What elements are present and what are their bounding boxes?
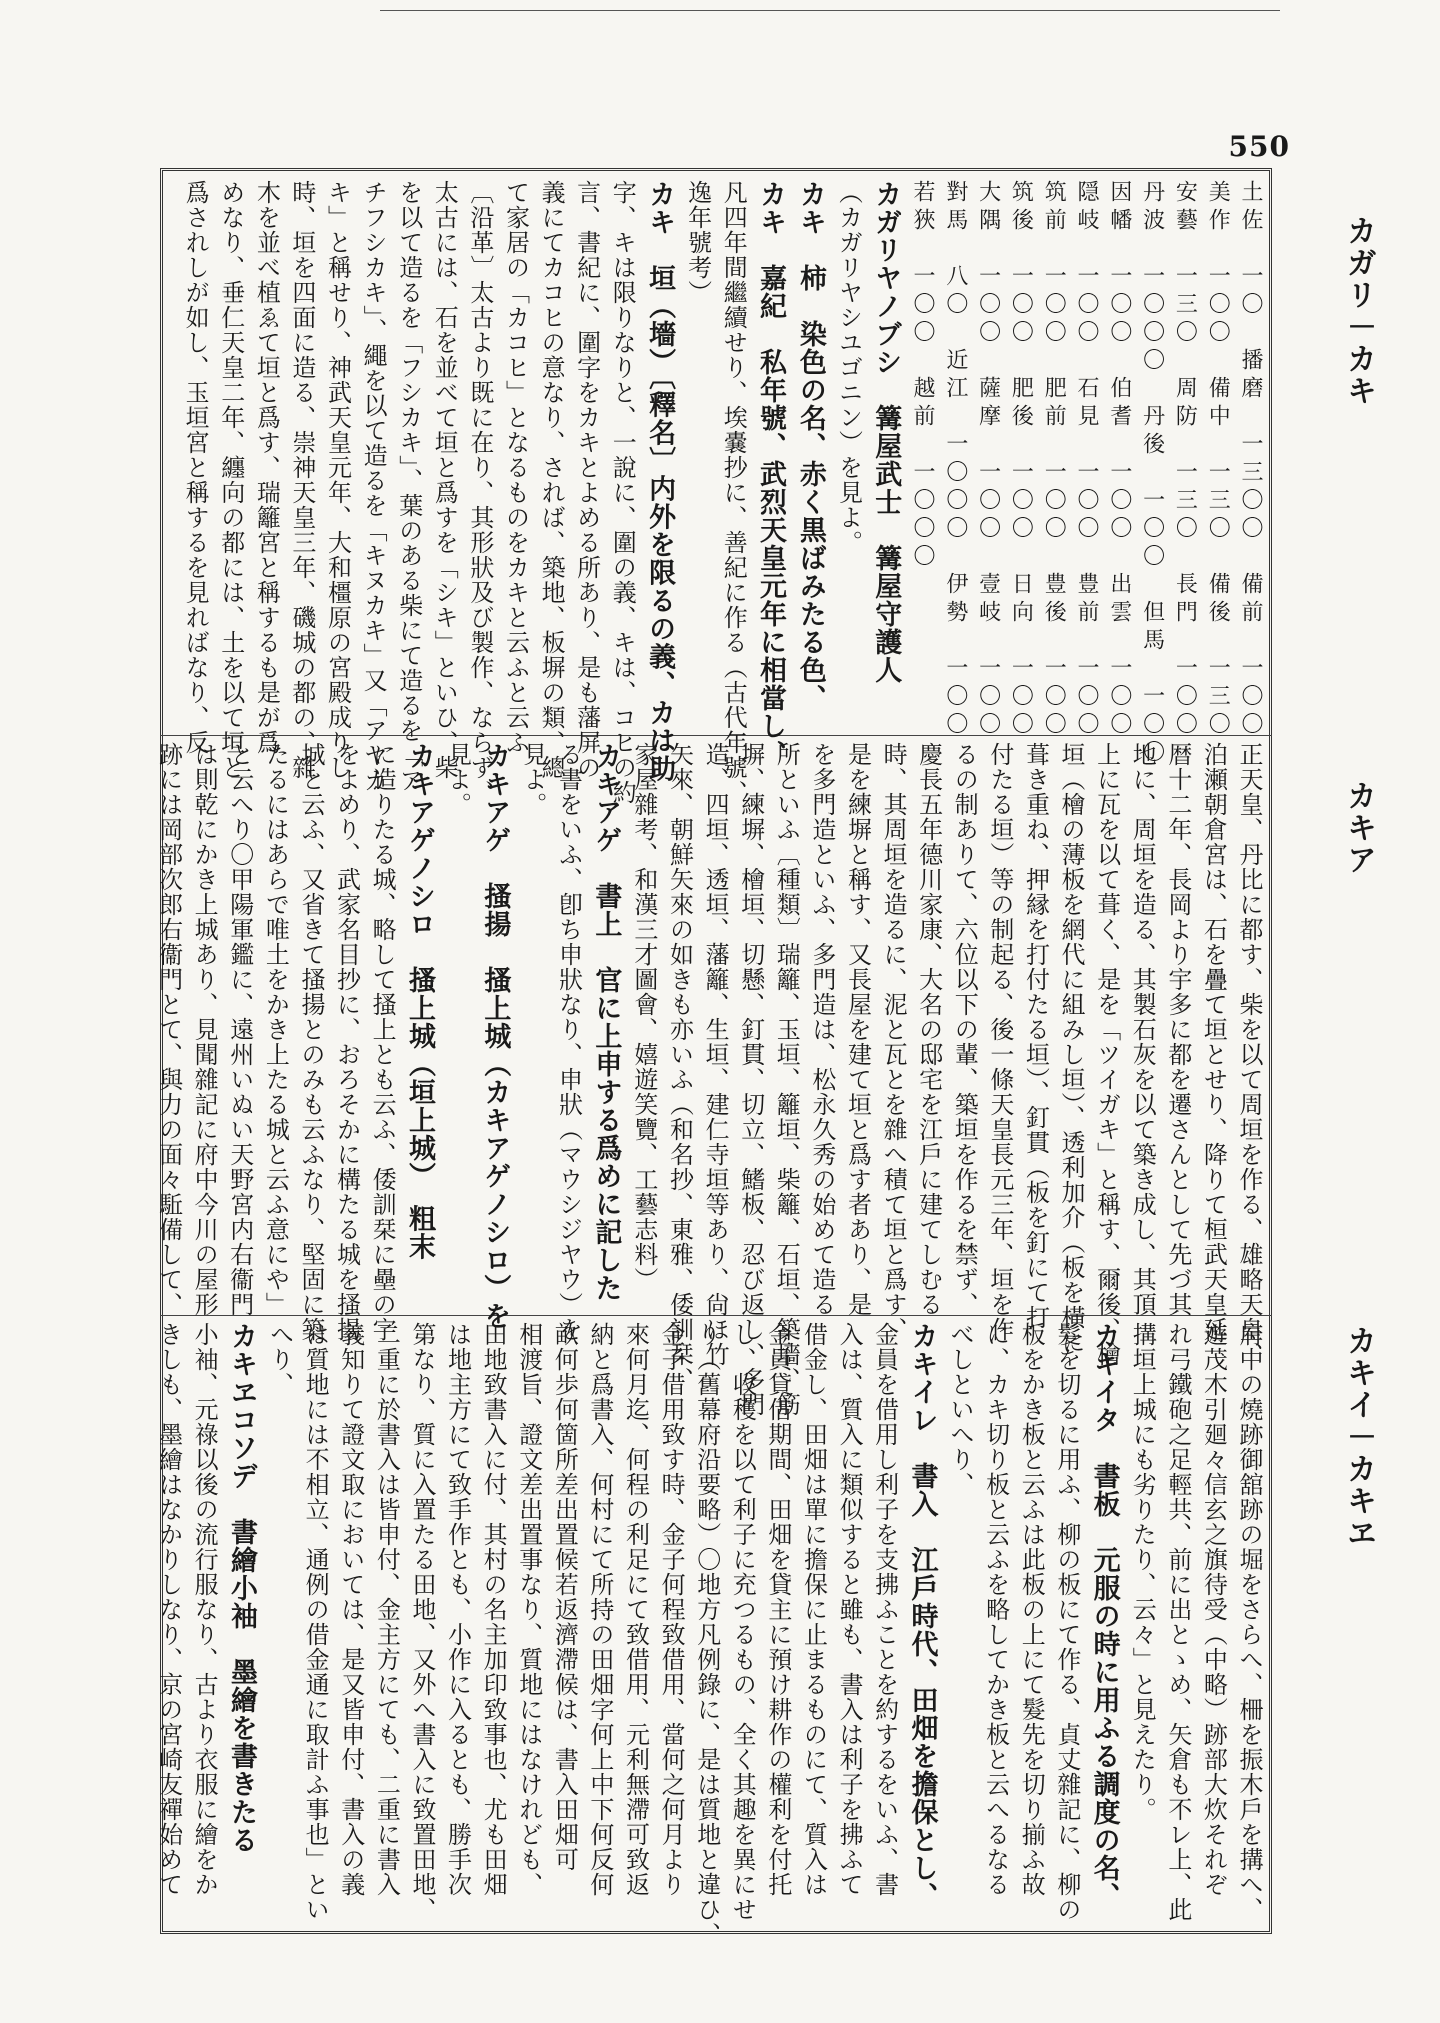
text-column: べしといへり、 — [946, 1322, 975, 1497]
text-column: 隠岐 一〇〇 石見 一〇〇 豊前 一〇〇 — [1074, 180, 1100, 740]
text-column: カキアゲノシロ 搔上城（垣上城） 粗末 — [403, 742, 435, 1261]
text-column: （カガリヤシユゴニン）を見よ。 — [834, 180, 863, 555]
text-column: し、收穫を以て利子に充つるもの、全く其趣を異にせ — [728, 1322, 757, 1922]
text-column: 正天皇、丹比に都す、柴を以て周垣を作る、雄略天皇、 — [1235, 742, 1263, 1367]
text-column: 太古には、石を並べて垣と爲すを「シキ」といひ、柴 — [430, 180, 459, 780]
text-column: 小袖、元祿以後の流行服なり、古より衣服に繪をか — [190, 1322, 219, 1897]
text-column: 所といふ〔種類〕瑞籬、玉垣、籬垣、柴籬、石垣、築墻、筋 — [772, 742, 801, 1417]
text-column: は則乾にかき上城あり、見聞雜記に府中今川の屋形 — [190, 742, 219, 1317]
text-column: て家居の「カコヒ」となるものをカキと云ふと云ふ — [501, 180, 530, 755]
text-column: 丹波 一〇〇〇 丹後 一〇〇 但馬 一〇〇 — [1139, 180, 1165, 768]
text-column: カキ 柿 染色の名、赤く黒ばみたる色、 — [794, 180, 826, 712]
text-column: 義にてカコヒの意なり、されば、築地、板塀の類、總 — [537, 180, 566, 780]
text-column: 言、書紀に、圍字をカキとよめる所あり、是も藩屏の — [572, 180, 601, 780]
text-column: は質地には不相立、通例の借金通に取計ふ事也」とい — [301, 1322, 330, 1922]
text-column: に、カキ切り板と云ふを略してかき板と云へるなる — [981, 1322, 1010, 1897]
text-column: めなり、垂仁天皇二年、纏向の都には、土を以て垣と — [216, 180, 245, 780]
text-column: カガリヤノブシ 篝屋武士 篝屋守護人 — [870, 180, 902, 684]
text-column: きしも、墨繪はなかりしなり、京の宮崎友禪始めて — [154, 1322, 183, 1897]
text-column: カキイタ 書板 元服の時に用ふる調度の名、 — [1088, 1322, 1120, 1910]
text-column: 矢來、朝鮮矢來の如きも亦いふ（和名抄、東雅、倭訓栞、 — [665, 742, 694, 1392]
text-column: 地に、周垣を造る、其製石灰を以て築き成し、其頂 — [1128, 742, 1157, 1317]
text-section-bottom — [154, 1322, 1265, 1947]
text-column: 搆垣上城にも劣りたり、云々」と見えたり。 — [1128, 1322, 1157, 1822]
text-column: 金子借用致す時、金子何程致借用、當何之何月より — [657, 1322, 686, 1897]
text-column: 垣（檜の薄板を網代に組みし垣）、透利加介（板を橫に — [1057, 742, 1086, 1355]
text-column: 筑前 一〇〇 肥前 一〇〇 豊後 一〇〇 — [1041, 180, 1067, 740]
text-column: 府中の燒跡御舘跡の堀をさらへ、柵を振木戶を搆へ、 — [1235, 1322, 1263, 1922]
text-column: 城と云ふ、又省きて搔揚とのみも云ふなり、堅固に築 — [296, 742, 325, 1342]
text-column: 時、其周垣を造るに、泥と瓦とを雜へ積て垣と爲す、 — [879, 742, 908, 1342]
text-column: 爲されしが如し、玉垣宮と稱するを見ればなり、反 — [181, 180, 210, 755]
text-column: 時、垣を四面に造る、崇神天皇三年、磯城の都の、雜 — [287, 180, 316, 780]
text-column: を以て造るを「フシカキ」、葉のある柴にて造るを「ア — [394, 180, 423, 793]
page-number: 550 — [1228, 130, 1290, 163]
text-column: 遊茂木引廻々信玄之旗待受（中略）跡部大炊それぞ — [1199, 1322, 1228, 1897]
text-column: 筑後 一〇〇 肥後 一〇〇 日向 一〇〇 — [1008, 180, 1034, 740]
running-head: カキイ－カキヱ — [1341, 1325, 1376, 1549]
text-column: たるにはあらで唯土をかき上たる城と云ふ意にや」 — [261, 742, 290, 1317]
text-column: キ」と稱せり、神武天皇元年、大和橿原の宮殿成りし — [323, 180, 352, 780]
text-column: 大隅 一〇〇 薩摩 一〇〇 壹岐 一〇〇 — [975, 180, 1001, 740]
text-column: チフシカキ」、繩を以て造るを「キヌカキ」又「アヤカ — [359, 180, 388, 793]
text-column: 板をかき板と云ふは此板の上にて髮先を切り揃ふ故 — [1017, 1322, 1046, 1897]
text-column: 凡四年間繼續せり、埃嚢抄に、善紀に作る（古代年號、 — [719, 180, 748, 805]
text-column: は地主方にて致手作とも、小作に入るとも、勝手次 — [443, 1322, 472, 1897]
text-column: カキ 垣（墻）〔釋名〕内外を限るの義、カは助 — [644, 180, 676, 783]
text-section-top — [170, 180, 1265, 805]
text-column: 家屋雜考、和漢三才圖會、嬉遊笑覽、工藝志料） — [629, 742, 658, 1292]
text-column: 髮を切るに用ふ、柳の板にて作る、貞丈雜記に、柳の — [1052, 1322, 1081, 1922]
running-head: カキア — [1341, 780, 1376, 876]
text-column: に造りたる城、略して搔上とも云ふ、倭訓栞に壘の字 — [368, 742, 397, 1342]
running-head: カガリ－カキ — [1341, 215, 1376, 407]
text-column: 若狹 一〇〇 越前 一〇〇〇 — [910, 180, 936, 572]
text-column: カキヱコソデ 書繪小袖 墨繪を書きたる — [225, 1322, 257, 1854]
text-column: と云へり〇甲陽軍鑑に、遠州いぬい天野宮内右衞門 — [225, 742, 254, 1317]
text-column: 〔沿革〕太古より既に在り、其形狀及び製作、ならず、 — [465, 180, 494, 805]
text-column: 借金し、田畑は單に擔保に止まるものにて、質入は — [799, 1322, 828, 1897]
text-column: カキイレ 書入 江戶時代、田畑を擔保とし、 — [906, 1322, 938, 1910]
text-column: 金員を借用し利子を支拂ふことを約するをいふ、書 — [870, 1322, 899, 1897]
text-column: 付たる垣）等の制起る、後一條天皇長元三年、垣を作 — [985, 742, 1014, 1342]
text-column: 第なり、質に入置たる田地、又外へ書入に致置田地、 — [407, 1322, 436, 1922]
text-column: 暦十二年、長岡より宇多に都を遷さんとして先づ其 — [1163, 742, 1192, 1317]
text-column: 造、四垣、透垣、藩籬、生垣、建仁寺垣等あり、尙ほ竹 — [701, 742, 730, 1367]
text-column: カキアゲ 搔揚 搔上城（カキアゲノシロ）を — [479, 742, 511, 1330]
text-column: カキアゲ 書上 官に上申する爲めに記した — [590, 742, 622, 1302]
text-column: るの制ありて、六位以下の輩、築垣を作るを禁ず、 — [950, 742, 979, 1317]
text-column: カキ 嘉紀 私年號、武烈天皇元年に相當し、 — [755, 180, 787, 768]
text-column: 安藝 一三〇 周防 一三〇 長門 一〇〇 — [1172, 180, 1198, 740]
text-column: 入は、質入に類似すると雖も、書入は利子を拂ふて — [835, 1322, 864, 1897]
text-column: 泊瀬朝倉宮は、石を疊て垣とせり、降りて桓武天皇延 — [1199, 742, 1228, 1342]
text-column: 因幡 一〇〇 伯耆 一〇〇 出雲 一〇〇 — [1106, 180, 1132, 740]
text-column: 慶長五年德川家康、大名の邸宅を江戶に建てしむる — [914, 742, 943, 1317]
text-column: 木を並べ植ゑて垣と爲す、瑞籬宮と稱するも是が爲 — [252, 180, 281, 755]
text-column: 金員貸借期間、田畑を貸主に預け耕作の權利を付托 — [763, 1322, 792, 1897]
text-column: 逸年號考） — [683, 180, 712, 305]
text-column: 二重に於書入は皆申付、金主方にても、二重に書入 — [372, 1322, 401, 1897]
text-column: 義知りて證文取においては、是又皆申付、書入の義 — [336, 1322, 365, 1897]
text-column: 相渡旨、證文差出置事なり、質地にはなけれども、 — [514, 1322, 543, 1897]
text-column: 是を練塀と稱す、又長屋を建て垣と爲す者あり、是 — [843, 742, 872, 1317]
text-column: り（舊幕府沿要略）〇地方凡例錄に、是は質地と違ひ、 — [692, 1322, 721, 1947]
text-column: 塀、練塀、檜垣、切懸、釘貫、切立、鰭板、忍び返し、多門 — [736, 742, 765, 1417]
text-column: 來何月迄、何程の利足にて致借用、元利無滯可致返 — [621, 1322, 650, 1897]
text-column: 跡には岡部次郎右衞門とて、與力の面々駈備して、 — [154, 742, 183, 1317]
text-column: 對馬 八〇 近江 一〇〇〇 伊勢 一〇〇 — [942, 180, 968, 740]
text-column: 土佐 一〇 播磨 一三〇〇 備前 一〇〇 — [1238, 180, 1263, 740]
text-column: 葺き重ね、押縁を打付たる垣）、釘貫（板を釘にて打 — [1021, 742, 1050, 1330]
top-edge-line — [380, 10, 1280, 11]
text-column: 美作 一〇〇 備中 一三〇 備後 一三〇 — [1205, 180, 1231, 740]
text-column: 田地致書入に付、其村の名主加印致事也、尤も田畑 — [479, 1322, 508, 1897]
text-column: 見よ。 — [518, 742, 547, 817]
text-column: を多門造といふ、多門造は、松永久秀の始めて造る — [807, 742, 836, 1317]
text-column: へり、 — [265, 1322, 294, 1397]
text-column: 上に瓦を以て葺く、是を「ツイガキ」と稱す、爾後、檜 — [1092, 742, 1121, 1367]
text-column: る書をいふ、卽ち申狀なり、申狀（マウシジヤウ）を — [554, 742, 583, 1342]
text-column: 納と爲書入、何村にて所持の田畑字何上中下何反何 — [585, 1322, 614, 1897]
text-column: 字、キは限りなりと、一說に、圍の義、キは、コヒの約 — [608, 180, 637, 805]
text-column: れ弓鐵砲之足輕共、前に出とゝめ、矢倉も不レ上、此 — [1163, 1322, 1192, 1922]
text-column: 見よ。 — [443, 742, 472, 817]
text-column: をよめり、武家名目抄に、おろそかに構たる城を搔揚 — [332, 742, 361, 1342]
text-column: 畝何歩何箇所差出置候若返濟滯候は、書入田畑可 — [550, 1322, 579, 1872]
